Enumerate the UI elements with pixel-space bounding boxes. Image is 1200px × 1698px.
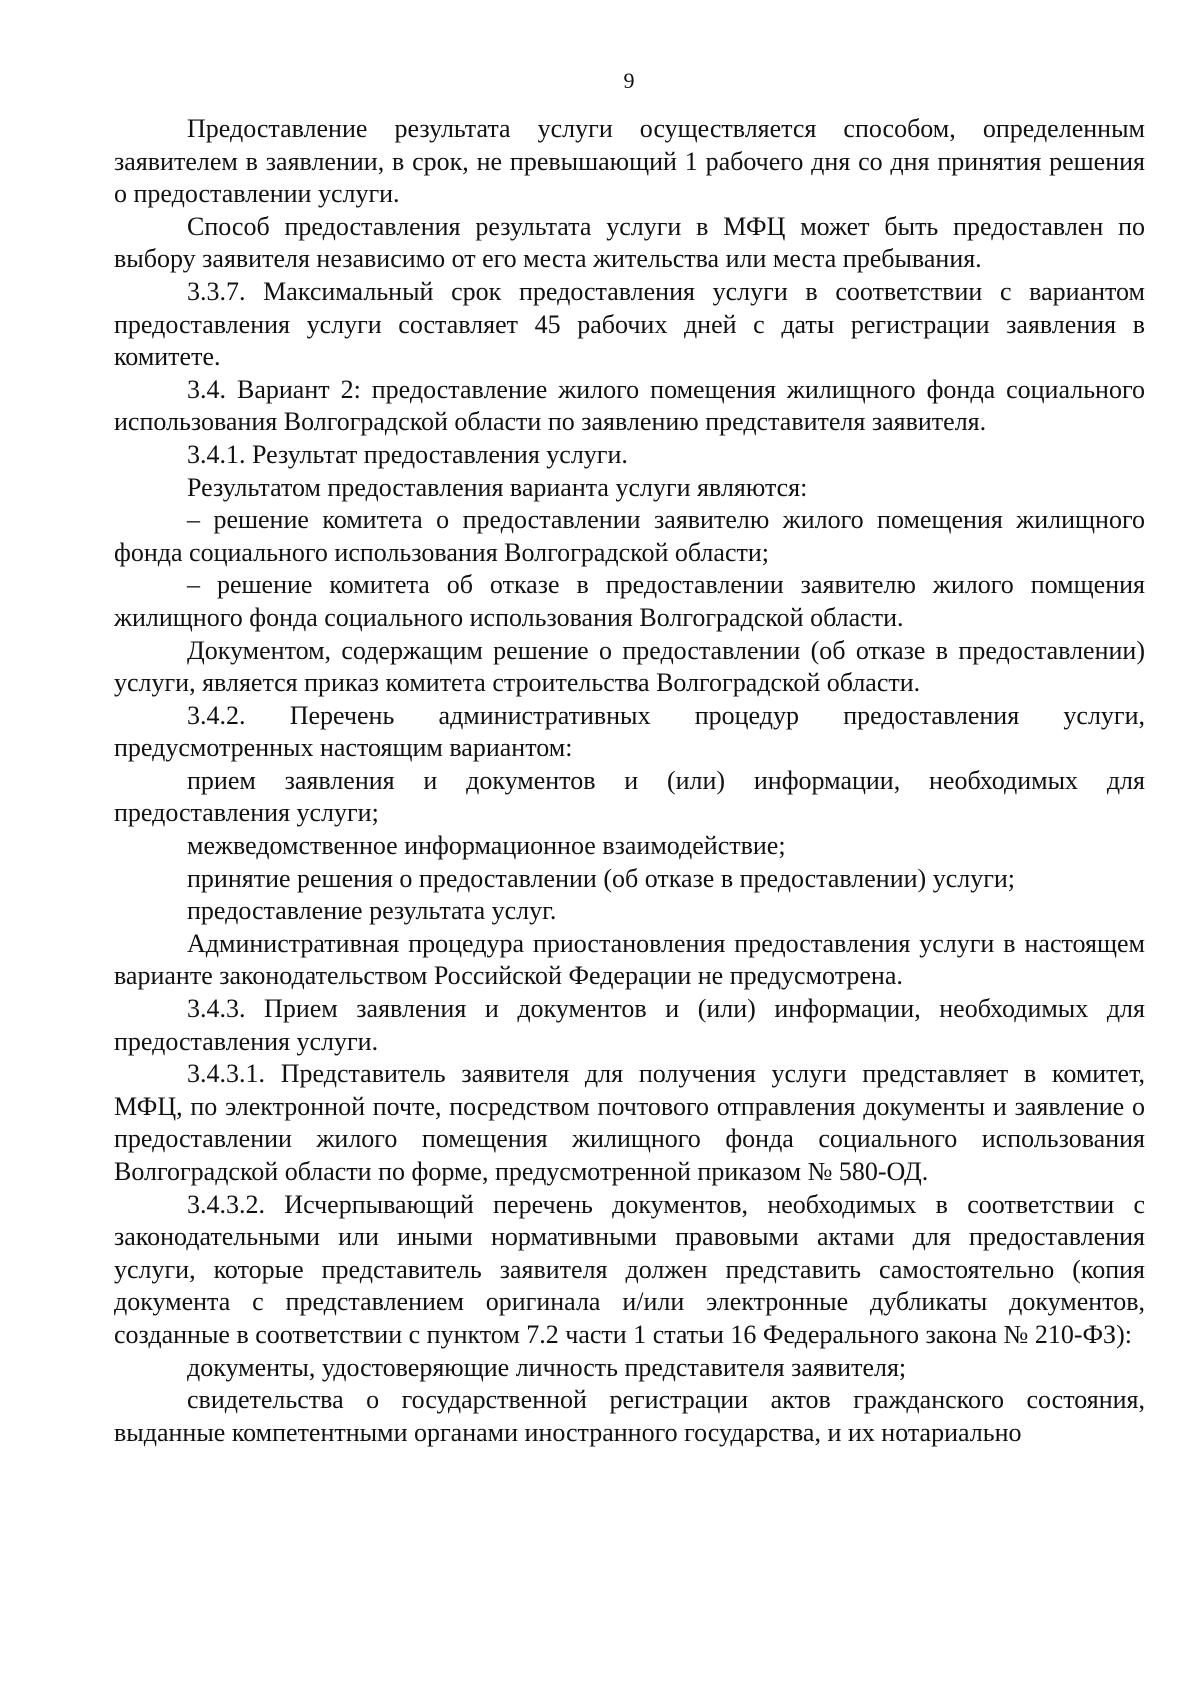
list-item: межведомственное информационное взаимодействие; <box>187 831 786 861</box>
list-item: – решение комитета о предоставлении заявителю жилого помещения жилищного фонда социального использования Волгоградской области; <box>114 505 1145 567</box>
paragraph: 3.4.1. Результат предоставления услуги. <box>187 439 628 469</box>
paragraph: 3.4.3.1. Представитель заявителя для получения услуги представляет в комитет, МФЦ, по электронной почте, посредством почтового отправления документы и заявление о предоставлении жилого помещения жилищного фонда социального использования Волгоградской области по форме, предусмотренной приказом № 580-ОД. <box>114 1059 1145 1186</box>
paragraph: Предоставление результата услуги осуществляется способом, определенным заявителем в заявлении, в срок, не превышающий 1 рабочего дня со дня принятия решения о предоставлении услуги. <box>114 114 1145 209</box>
paragraph: 3.4.2. Перечень административных процедур предоставления услуги, предусмотренных настоящим вариантом: <box>114 700 1145 763</box>
paragraph: Документом, содержащим решение о предоставлении (об отказе в предоставлении) услуги, является приказ комитета строительства Волгоградской области. <box>114 635 1145 698</box>
paragraph: Способ предоставления результата услуги в МФЦ может быть предоставлен по выбору заявителя независимо от его места жительства или места пребывания. <box>114 211 1145 274</box>
list-item: принятие решения о предоставлении (об отказе в предоставлении) услуги; <box>187 863 1016 893</box>
paragraph: 3.4.3. Прием заявления и документов и (или) информации, необходимых для предоставления услуги. <box>114 994 1145 1056</box>
list-item: прием заявления и документов и (или) информации, необходимых для предоставления услуги; <box>114 765 1145 828</box>
page-number: 9 <box>623 68 635 93</box>
list-item: документы, удостоверяющие личность представителя заявителя; <box>187 1352 907 1382</box>
paragraph: 3.4.3.2. Исчерпывающий перечень документов, необходимых в соответствии с законодательными или иными нормативными правовыми актами для предоставления услуги, которые представитель заявителя должен представить самостоятельно (копия документа с представлением оригинала и/или электронные дубликаты документов, созданные в соответствии с пунктом 7.2 части 1 статьи 16 Федерального закона № 210-ФЗ): <box>114 1189 1145 1349</box>
paragraph: 3.4. Вариант 2: предоставление жилого помещения жилищного фонда социального использования Волгоградской области по заявлению представителя заявителя. <box>114 374 1145 437</box>
list-item: свидетельства о государственной регистрации актов гражданского состояния, выданные компетентными органами иностранного государства, и их нотариально <box>114 1385 1145 1447</box>
list-item: предоставление результата услуг. <box>187 896 557 926</box>
paragraph: Результатом предоставления варианта услуги являются: <box>187 472 808 502</box>
document-body <box>114 113 1145 1449</box>
list-item: – решение комитета об отказе в предоставлении заявителю жилого помщения жилищного фонда социального использования Волгоградской области. <box>114 570 1145 632</box>
paragraph: Административная процедура приостановления предоставления услуги в настоящем варианте законодательством Российской Федерации не предусмотрена. <box>114 928 1145 991</box>
paragraph: 3.3.7. Максимальный срок предоставления услуги в соответствии с вариантом предоставления услуги составляет 45 рабочих дней с даты регистрации заявления в комитете. <box>114 276 1145 372</box>
